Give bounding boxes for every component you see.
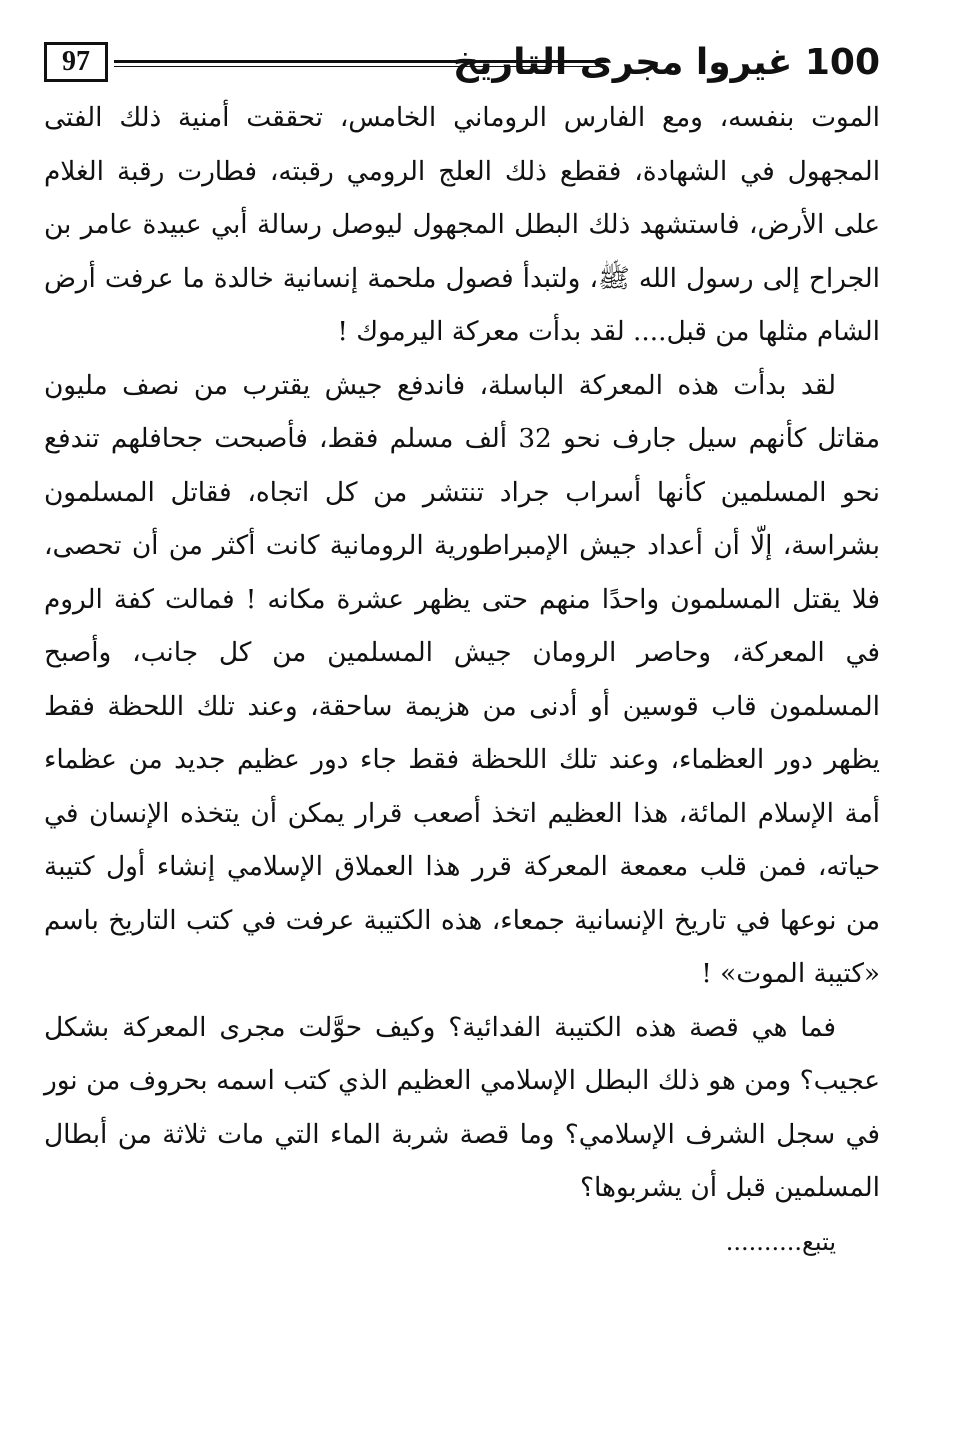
paragraph-2: لقد بدأت هذه المعركة الباسلة، فاندفع جيش يقترب من نصف مليون مقاتل كأنهم سيل جارف نحو 32 ألف مسلم فقط، فأصبحت جحافلهم تندفع نحو المسلمين كأنها أسراب جراد تنتشر من كل اتجاه، فقاتل المسلمون بشراسة، إلّا أن أعداد جيش الإمبراطورية الرومانية كانت أكثر من أن تحصى، فلا يقتل المسلمون واحدًا منهم حتى يظهر عشرة مكانه ! فمالت كفة الروم في المعركة، وحاصر الرومان جيش المسلمين من كل جانب، وأصبح المسلمون قاب قوسين أو أدنى من هزيمة ساحقة، وعند تلك اللحظة فقط يظهر دور العظماء، وعند تلك اللحظة فقط جاء دور عظيم جديد من عظماء أمة الإسلام المائة، هذا العظيم اتخذ أصعب قرار يمكن أن يتخذه الإنسان في حياته، فمن قلب معمعة المعركة قرر هذا العملاق الإسلامي إنشاء أول كتيبة من نوعها في تاريخ الإنسانية جمعاء، هذه الكتيبة عرفت في كتب التاريخ باسم «كتيبة الموت» !: [44, 370, 880, 989]
paragraph-3: فما هي قصة هذه الكتيبة الفدائية؟ وكيف حوَّلت مجرى المعركة بشكل عجيب؟ ومن هو ذلك البطل الإسلامي العظيم الذي كتب اسمه بحروف من نور في سجل الشرف الإسلامي؟ وما قصة شربة الماء التي مات ثلاثة من أبطال المسلمين قبل أن يشربوها؟: [44, 1012, 880, 1203]
paragraph-1: الموت بنفسه، ومع الفارس الروماني الخامس، تحققت أمنية ذلك الفتى المجهول في الشهادة، فقطع ذلك العلج الرومي رقبته، فطارت رقبة الغلام على الأرض، فاستشهد ذلك البطل المجهول ليوصل رسالة أبي عبيدة عامر بن الجراح إلى رسول الله ﷺ، ولتبدأ فصول ملحمة إنسانية خالدة ما عرفت أرض الشام مثلها من قبل.... لقد بدأت معركة اليرموك !: [44, 103, 880, 347]
page-header: [44, 36, 880, 90]
book-title: 100 غيروا مجرى التاريخ: [452, 42, 880, 83]
continuation-note: يتبع..........: [725, 1227, 836, 1256]
page-body: [44, 92, 880, 1262]
page-number: 97: [44, 42, 108, 82]
